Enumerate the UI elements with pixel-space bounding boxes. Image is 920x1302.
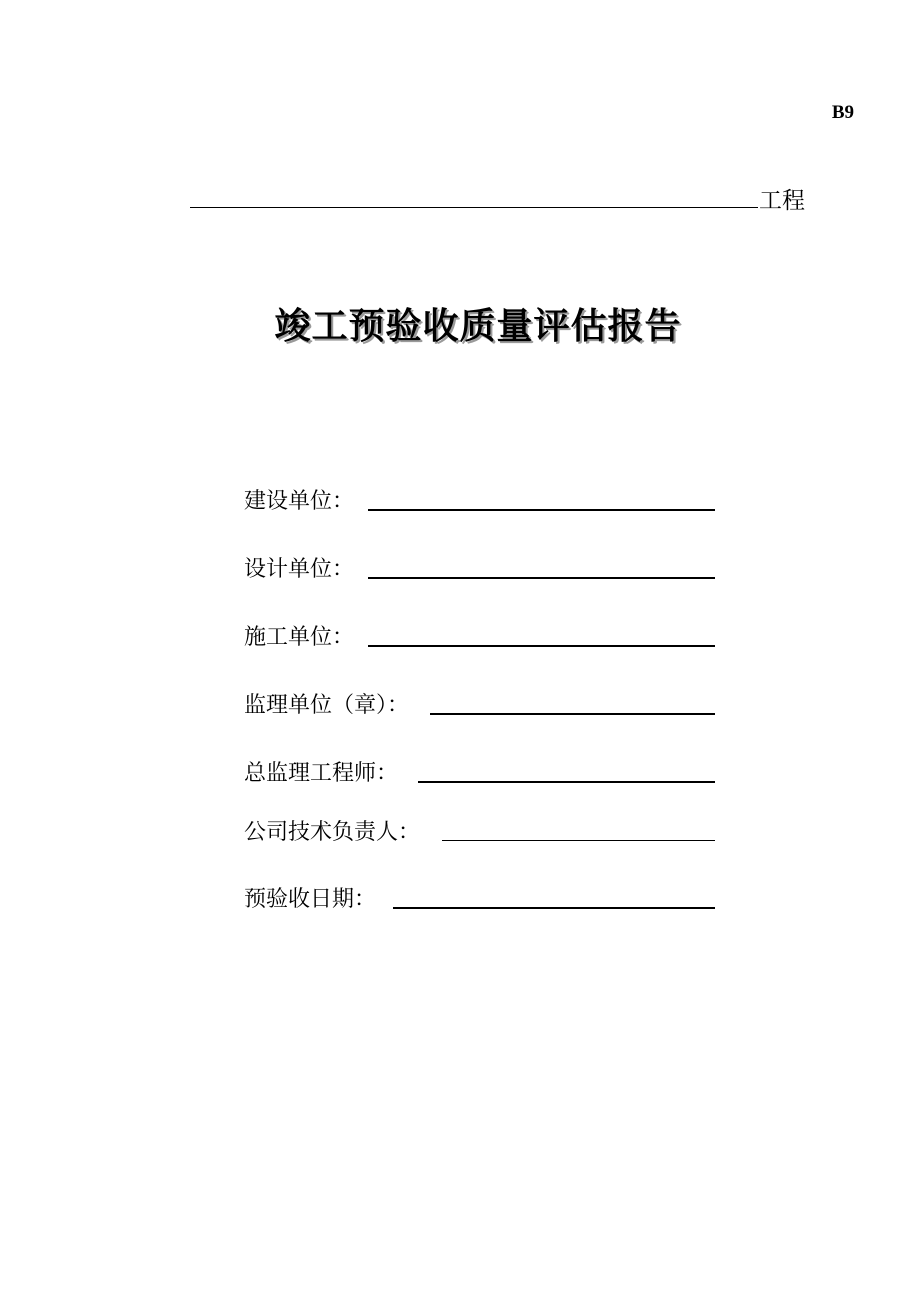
field-label: 监理单位（章）：: [244, 693, 410, 718]
field-blank-line: [430, 713, 715, 715]
field-blank-line: [442, 840, 715, 841]
field-label: 施工单位：: [244, 625, 355, 650]
document-title: 竣工预验收质量评估报告: [274, 306, 682, 347]
field-label: 公司技术负责人：: [244, 820, 421, 845]
field-blank-line: [393, 907, 715, 909]
form-code: B9: [831, 102, 854, 123]
field-blank-line: [368, 577, 715, 579]
field-blank-line: [368, 645, 715, 647]
field-label: 预验收日期：: [244, 887, 377, 912]
field-label: 建设单位：: [244, 489, 355, 514]
field-blank-line: [368, 509, 715, 511]
field-label: 总监理工程师：: [244, 761, 399, 786]
field-label: 设计单位：: [244, 557, 355, 582]
project-suffix: 工程: [759, 188, 805, 214]
project-name-blank-line: [190, 207, 758, 208]
field-blank-line: [418, 781, 715, 783]
